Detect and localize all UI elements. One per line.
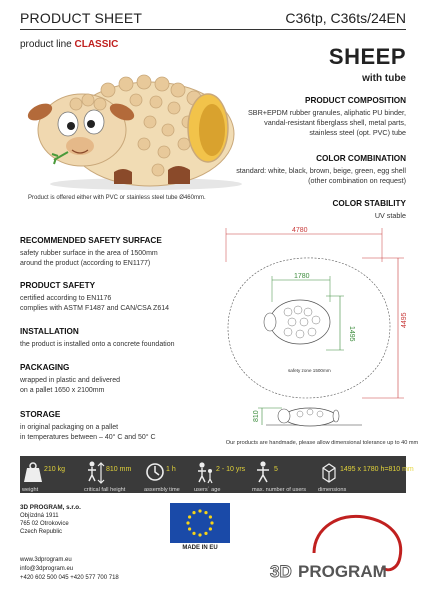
packaging-section [20,363,120,396]
eu-star-icon [209,527,212,530]
safety-zone-label: safety zone 1500mm [288,368,331,373]
packaging-line: wrapped in plastic and delivered [20,377,121,384]
company-email: info@3dprogram.eu [20,566,74,572]
product-safety-heading: PRODUCT SAFETY [20,281,96,290]
composition-section [248,96,406,138]
spec-label: critical fall height [84,487,126,493]
dimension-drawing [222,222,412,438]
spec-value: 5 [274,466,278,473]
company-country: Czech Republic [20,529,63,535]
installation-heading: INSTALLATION [20,327,79,336]
eu-star-icon [209,515,212,518]
users-age-icon [195,460,215,486]
eu-star-icon [198,533,201,536]
safety-surface-section [20,236,162,269]
eu-star-icon [188,515,191,518]
spec-value: 2 - 10 yrs [216,466,246,473]
product-line-name: CLASSIC [74,39,119,50]
sheep-product-image [18,52,248,192]
color-combination-heading: COLOR COMBINATION [316,154,406,163]
product-line [20,39,118,50]
dimensions-icon [319,460,339,486]
logo-prefix: 3D [270,562,292,581]
storage-line: in temperatures between – 40° C and 50° C [20,434,156,441]
product-height-label: 810 [253,410,260,422]
product-line-prefix: product line [20,39,72,50]
color-combination-line: (other combination on request) [308,176,406,185]
color-stability-heading: COLOR STABILITY [332,199,406,208]
users-count-icon [253,460,273,486]
outer-height-label: 4495 [401,312,408,328]
color-combination-section [236,154,406,186]
installation-line: the product is installed onto a concrete foundation [20,341,175,348]
company-name: 3D PROGRAM, s.r.o. [20,504,81,511]
color-combination-line: standard: white, black, brown, beige, green, egg shell [236,166,406,175]
company-logo [254,507,410,585]
specs-icon-bar [20,456,414,493]
clock-icon [145,460,165,486]
color-stability-line: UV stable [374,211,406,220]
eu-star-icon [204,532,207,535]
color-stability-section [332,199,406,221]
company-contact [20,556,119,583]
storage-section [20,410,156,443]
safety-surface-heading: RECOMMENDED SAFETY SURFACE [20,236,162,245]
eu-star-icon [204,511,207,514]
safety-surface-line: safety rubber surface in the area of 1500mm [20,250,158,257]
company-street: Objízdná 1911 [20,513,59,519]
spec-label: weight [22,487,39,493]
spec-value: 210 kg [44,466,66,473]
company-phones: +420 602 500 045 +420 577 700 718 [20,575,119,581]
made-in-label: MADE IN EU [182,545,218,551]
weight-icon [23,460,43,486]
fall-height-icon [85,460,105,486]
spec-value: 1495 x 1780 h=810 mm [340,466,414,473]
packaging-heading: PACKAGING [20,363,70,372]
eu-star-icon [186,521,189,524]
installation-section [20,327,175,350]
spec-label: assembly time [144,487,180,493]
doc-type: PRODUCT SHEET [20,10,143,26]
tolerance-note: Our products are handmade, please allow dimensional tolerance up to 40 mm [225,440,419,446]
header-divider [20,29,406,30]
eu-star-icon [198,509,201,512]
spec-label: dimensions [318,487,347,493]
eu-star-icon [192,511,195,514]
composition-heading: PRODUCT COMPOSITION [305,96,406,105]
product-safety-line: complies with ASTM F1487 and CAN/CSA Z614 [20,305,170,312]
eu-flag-icon [170,503,230,543]
eu-star-icon [210,521,213,524]
company-web: www.3dprogram.eu [20,557,72,563]
eu-star-icon [192,532,195,535]
spec-label: users´ age [194,487,221,493]
product-title: SHEEP [328,44,406,69]
logo-word: PROGRAM [298,562,387,581]
spec-value: 1 h [166,466,176,473]
safety-surface-line: around the product (according to EN1177) [20,260,151,267]
product-width-label: 1780 [294,273,310,280]
storage-heading: STORAGE [20,410,61,419]
product-codes: C36tp, C36ts/24EN [285,10,406,26]
spec-value: 810 mm [106,466,132,473]
eu-star-icon [188,527,191,530]
company-address [20,504,81,536]
composition-line: SBR+EPDM rubber granules, aliphatic PU binder, [247,108,406,117]
composition-line: vandal-resistant fiberglass shell, metal parts, [264,118,406,127]
tube-note: Product is offered either with PVC or stainless steel tube Ø460mm. [28,195,206,201]
product-safety-line: certified according to EN1176 [20,295,112,302]
storage-line: in original packaging on a pallet [20,424,119,431]
spec-label: max. number of users [252,487,307,493]
composition-line: stainless steel (opt. PVC) tube [309,128,406,137]
outer-width-label: 4780 [292,227,308,234]
packaging-line: on a pallet 1650 x 2100mm [20,387,105,394]
company-city: 765 02 Otrokovice [20,521,69,527]
product-subtitle: with tube [362,73,406,84]
product-depth-label: 1495 [348,326,355,342]
product-safety-section [20,281,169,314]
